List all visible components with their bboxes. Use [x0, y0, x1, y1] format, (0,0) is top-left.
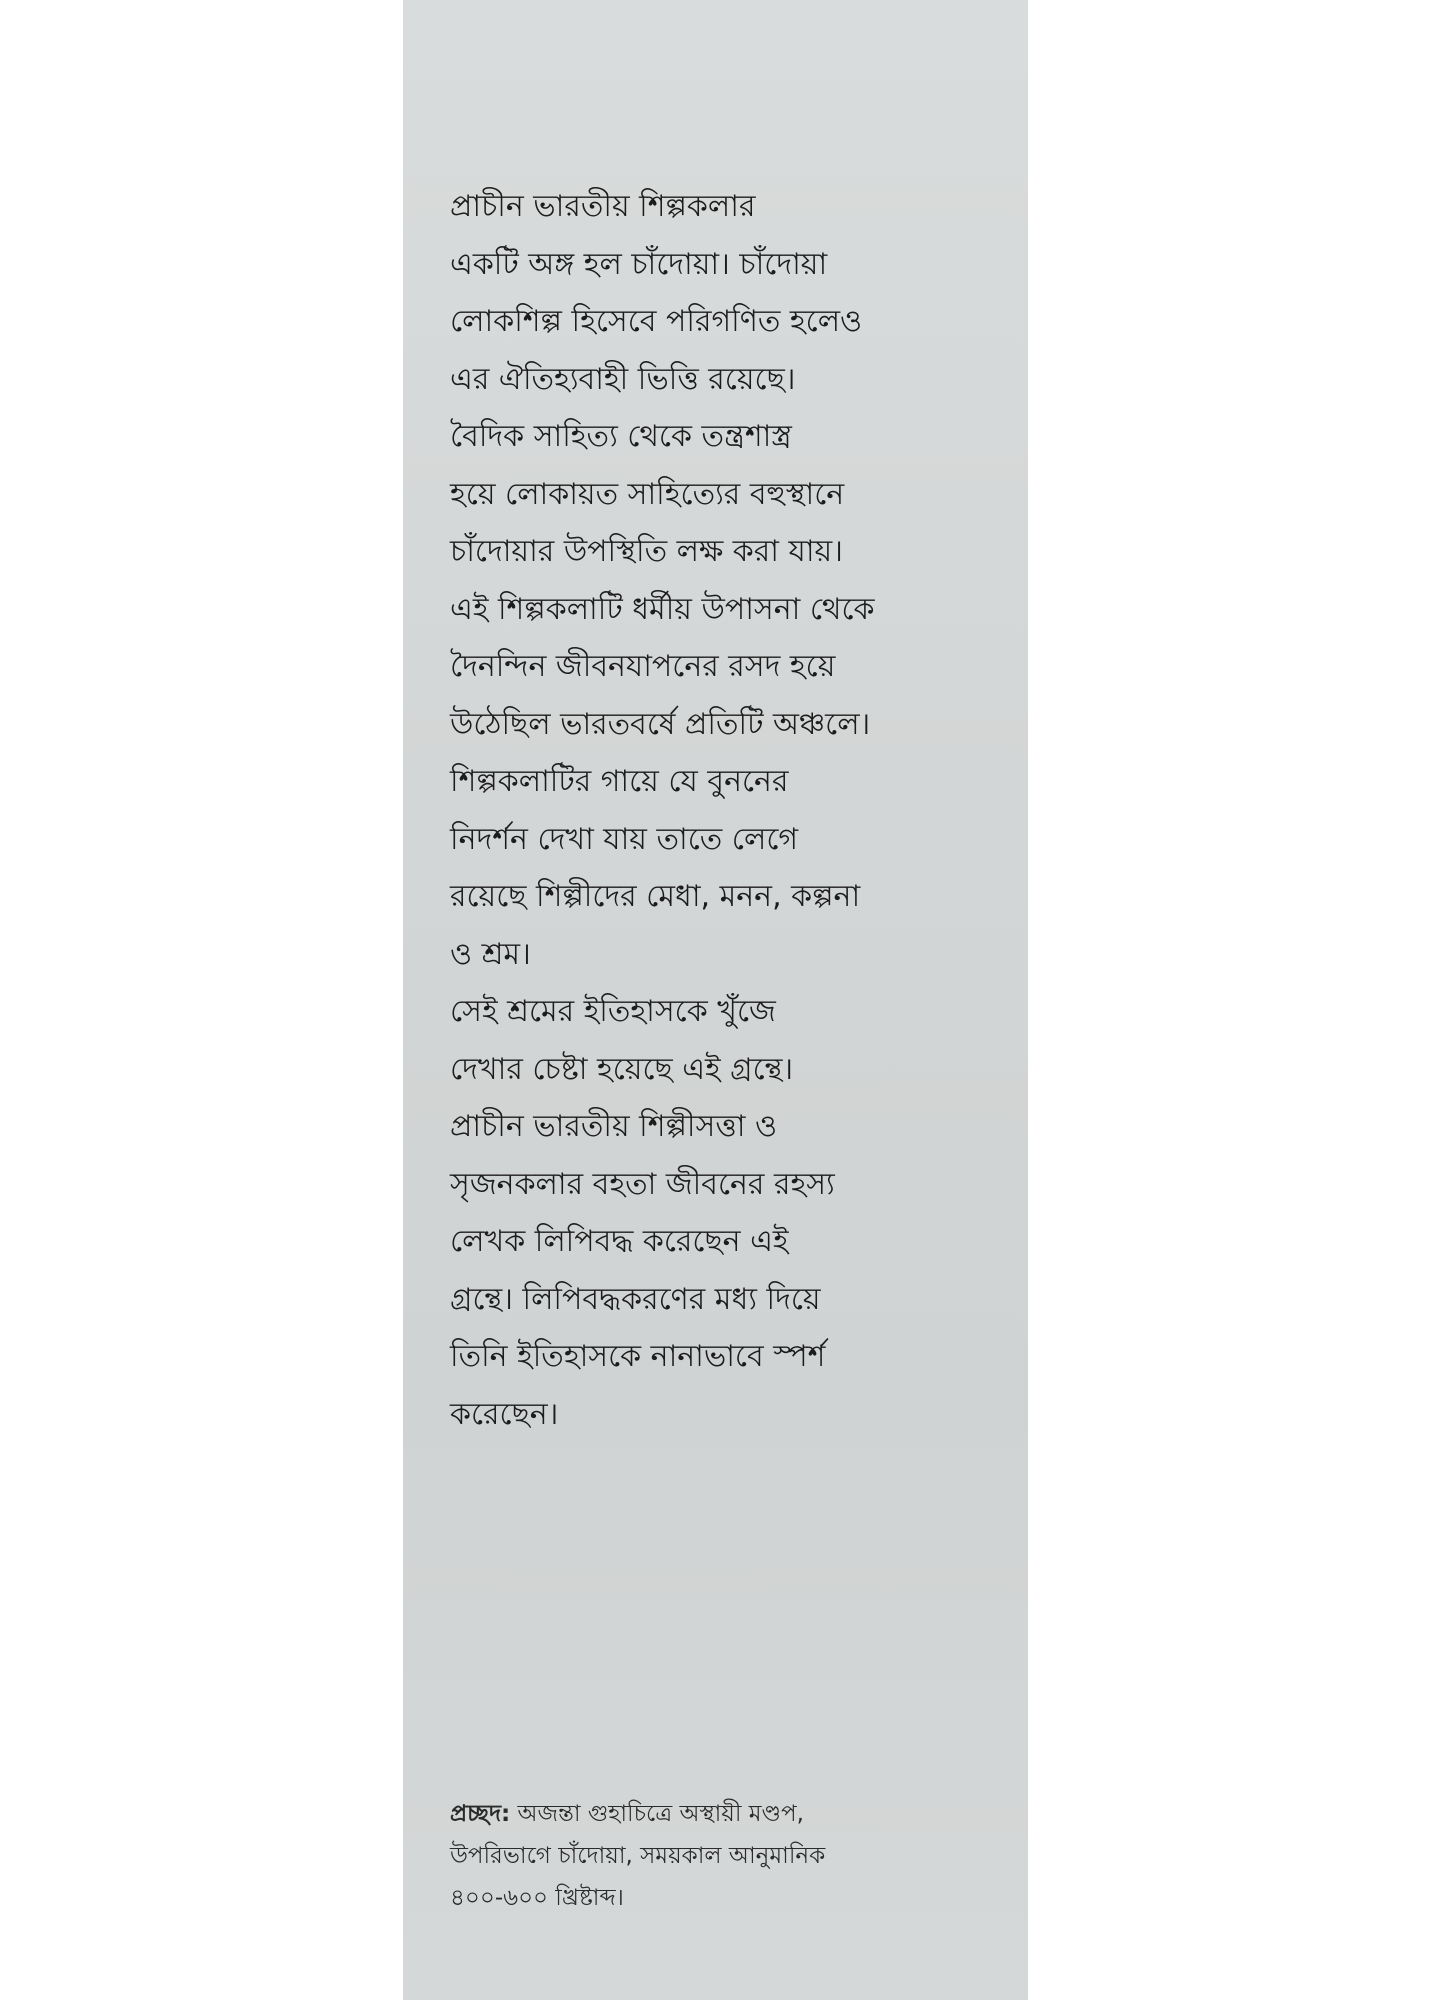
blurb-line: তিনি ইতিহাসকে নানাভাবে স্পর্শ — [450, 1339, 826, 1374]
blurb-line: গ্রন্থে। লিপিবদ্ধকরণের মধ্য দিয়ে — [450, 1281, 821, 1317]
blurb-line: বৈদিক সাহিত্য থেকে তন্ত্রশাস্ত্র — [450, 419, 792, 454]
blurb-line: চাঁদোয়ার উপস্থিতি লক্ষ করা যায়। — [450, 534, 843, 569]
blurb-line: প্রাচীন ভারতীয় শিল্পকলার — [450, 189, 756, 224]
blurb-line: প্রাচীন ভারতীয় শিল্পীসত্তা ও — [450, 1109, 778, 1144]
back-cover-flap — [403, 0, 1028, 2000]
blurb-line: সৃজনকলার বহতা জীবনের রহস্য — [450, 1166, 835, 1202]
blurb-line: লেখক লিপিবদ্ধ করেছেন এই — [450, 1224, 789, 1259]
credit-line: ৪০০-৬০০ খ্রিষ্টাব্দ। — [450, 1885, 624, 1911]
blurb-line: ও শ্রম। — [450, 936, 531, 972]
blurb-line: হয়ে লোকায়ত সাহিত্যের বহুস্থানে — [450, 476, 845, 512]
blurb-text — [450, 178, 1010, 1443]
blurb-line: দেখার চেষ্টা হয়েছে এই গ্রন্থে। — [450, 1051, 794, 1087]
blurb-line: করেছেন। — [450, 1396, 559, 1432]
credit-text: অজন্তা গুহাচিত্রে অস্থায়ী মণ্ডপ, — [510, 1801, 804, 1827]
blurb-line: লোকশিল্প হিসেবে পরিগণিত হলেও — [450, 304, 863, 339]
blurb-line: সেই শ্রমের ইতিহাসকে খুঁজে — [450, 994, 776, 1029]
credit-line: উপরিভাগে চাঁদোয়া, সময়কাল আনুমানিক — [450, 1843, 826, 1869]
blurb-line: শিল্পকলাটির গায়ে যে বুননের — [450, 764, 789, 799]
credit-label: প্রচ্ছদ: — [450, 1801, 511, 1827]
blurb-line: রয়েছে শিল্পীদের মেধা, মনন, কল্পনা — [450, 879, 861, 914]
blurb-line: এর ঐতিহ্যবাহী ভিত্তি রয়েছে। — [450, 361, 796, 397]
blurb-line: এই শিল্পকলাটি ধর্মীয় উপাসনা থেকে — [450, 591, 875, 627]
blurb-line: উঠেছিল ভারতবর্ষে প্রতিটি অঞ্চলে। — [450, 706, 871, 742]
credit-line — [450, 1793, 1010, 1835]
blurb-line: একটি অঙ্গ হল চাঁদোয়া। চাঁদোয়া — [450, 246, 828, 282]
blurb-line: দৈনন্দিন জীবনযাপনের রসদ হয়ে — [450, 649, 836, 684]
blurb-line: নিদর্শন দেখা যায় তাতে লেগে — [450, 821, 799, 857]
cover-credit — [450, 1793, 1010, 1919]
